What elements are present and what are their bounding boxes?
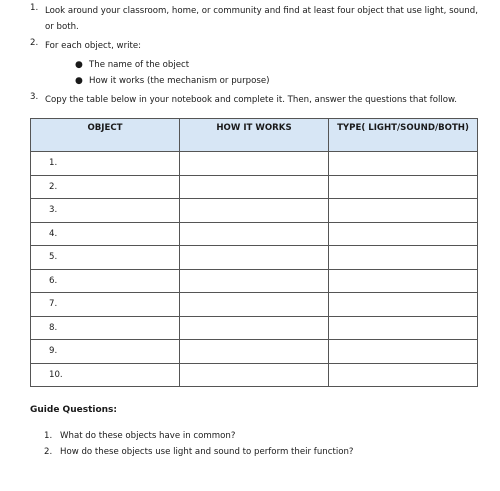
table-row <box>31 363 478 387</box>
table-row <box>31 199 478 223</box>
object-cell: 3. <box>31 199 180 223</box>
instruction-step-2 <box>30 38 485 54</box>
how-it-works-cell <box>180 175 329 199</box>
how-it-works-cell <box>180 269 329 293</box>
question-text: How do these objects use light and sound to perform their function? <box>60 446 354 457</box>
instruction-step-3 <box>30 92 485 108</box>
step-text: For each object, write: <box>45 41 142 51</box>
guide-questions <box>30 405 485 460</box>
bullet-list <box>30 57 485 89</box>
worksheet-table <box>30 118 478 387</box>
step-text: Copy the table below in your notebook and complete it. Then, answer the questions that follow. <box>45 95 457 105</box>
how-it-works-cell <box>180 222 329 246</box>
type-cell <box>329 363 478 387</box>
how-it-works-cell <box>180 199 329 223</box>
object-cell: 2. <box>31 175 180 199</box>
table-row <box>31 152 478 176</box>
table-row <box>31 269 478 293</box>
bullet-icon: ● <box>75 76 83 86</box>
how-it-works-cell <box>180 152 329 176</box>
table-body <box>31 152 478 387</box>
table-header-row <box>31 119 478 152</box>
type-cell <box>329 246 478 270</box>
bullet-icon: ● <box>75 60 83 70</box>
header-object: OBJECT <box>31 119 180 152</box>
type-cell <box>329 293 478 317</box>
bullet-text: The name of the object <box>89 60 190 70</box>
table-row <box>31 246 478 270</box>
step-number: 1. <box>30 3 39 13</box>
guide-question-1 <box>30 428 485 444</box>
type-cell <box>329 269 478 293</box>
instruction-step-1 <box>30 3 485 35</box>
question-number: 1. <box>44 430 53 441</box>
type-cell <box>329 199 478 223</box>
bullet-text: How it works (the mechanism or purpose) <box>89 76 270 86</box>
table-row <box>31 175 478 199</box>
table-row <box>31 340 478 364</box>
how-it-works-cell <box>180 316 329 340</box>
type-cell <box>329 340 478 364</box>
how-it-works-cell <box>180 293 329 317</box>
object-cell: 1. <box>31 152 180 176</box>
table-row <box>31 293 478 317</box>
type-cell <box>329 316 478 340</box>
object-cell: 6. <box>31 269 180 293</box>
step-number: 2. <box>30 38 39 48</box>
table-row <box>31 316 478 340</box>
header-type: TYPE( LIGHT/SOUND/BOTH) <box>329 119 478 152</box>
question-number: 2. <box>44 446 53 457</box>
object-cell: 4. <box>31 222 180 246</box>
step-text: Look around your classroom, home, or community and find at least four object that use light, sound, or both. <box>45 6 478 32</box>
object-cell: 9. <box>31 340 180 364</box>
guide-title: Guide Questions: <box>30 405 118 415</box>
guide-question-2 <box>30 444 485 460</box>
object-cell: 7. <box>31 293 180 317</box>
table-row <box>31 222 478 246</box>
how-it-works-cell <box>180 340 329 364</box>
step-number: 3. <box>30 92 39 102</box>
question-text: What do these objects have in common? <box>60 430 236 441</box>
type-cell <box>329 175 478 199</box>
bullet-item <box>30 57 485 73</box>
bullet-item <box>30 73 485 89</box>
object-cell: 10. <box>31 363 180 387</box>
type-cell <box>329 222 478 246</box>
object-cell: 8. <box>31 316 180 340</box>
instructions <box>30 3 485 111</box>
object-cell: 5. <box>31 246 180 270</box>
type-cell <box>329 152 478 176</box>
how-it-works-cell <box>180 246 329 270</box>
how-it-works-cell <box>180 363 329 387</box>
header-how-it-works: HOW IT WORKS <box>180 119 329 152</box>
